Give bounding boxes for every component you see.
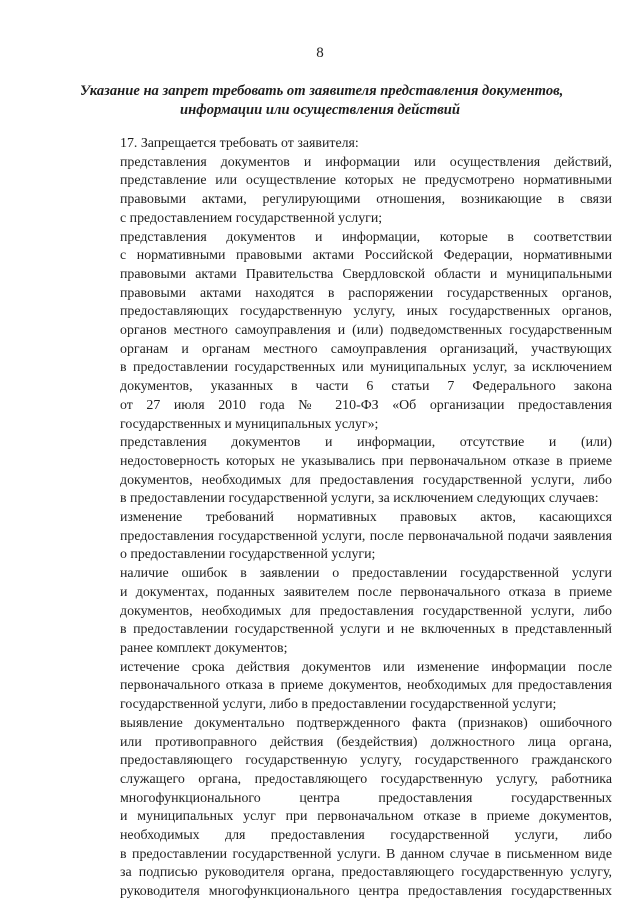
- text-line: за подписью руководителя органа, предоставляющего государственную услугу,: [120, 865, 612, 881]
- text-line: в предоставлении государственной услуги и не включенных в представленный: [120, 622, 612, 638]
- paragraph: [82, 135, 612, 154]
- text-line: с нормативными правовыми актами Российской Федерации, нормативными: [120, 248, 612, 264]
- paragraph: [82, 229, 612, 435]
- text-line: ранее комплект документов;: [120, 640, 288, 656]
- paragraph: [82, 154, 612, 229]
- text-line: 17. Запрещается требовать от заявителя:: [120, 136, 359, 151]
- text-line: в предоставлении государственной услуги, за исключением следующих случаев:: [120, 491, 599, 507]
- text-line: о предоставлении государственной услуги;: [120, 547, 376, 563]
- text-line: изменение требований нормативных правовых актов, касающихся: [120, 510, 612, 526]
- text-line: предоставляющих государственную услугу, иных государственных органов,: [120, 304, 612, 320]
- text-line: от 27 июля 2010 года № 210-ФЗ «Об организации предоставления: [120, 397, 612, 413]
- text-line: представление или осуществление которых не предусмотрено нормативными: [120, 173, 612, 189]
- text-line: документов, необходимых для предоставления государственной услуги, либо: [120, 472, 612, 488]
- text-line: руководителя многофункционального центра предоставления государственных: [120, 884, 612, 900]
- paragraph: [82, 434, 612, 509]
- text-line: представления документов и информации, которые в соответствии: [120, 229, 612, 245]
- text-line: необходимых для предоставления государственной услуги, либо: [120, 828, 612, 844]
- text-line: представления документов и информации, отсутствие и (или): [120, 435, 612, 451]
- text-line: многофункционального центра предоставления государственных: [120, 790, 612, 806]
- text-line: органам и органам местного самоуправления организаций, участвующих: [120, 341, 612, 357]
- text-line: государственных и муниципальных услуг»;: [120, 416, 379, 432]
- text-line: недостоверность которых не указывались при первоначальном отказе в приеме: [120, 453, 612, 469]
- text-line: государственной услуги, либо в предоставлении государственной услуги;: [120, 697, 557, 713]
- text-line: органов местного самоуправления и (или) подведомственных государственным: [120, 323, 612, 339]
- text-line: правовыми актами, регулирующими отношения, возникающие в связи: [120, 192, 612, 208]
- text-line: представления документов и информации или осуществления действий,: [120, 154, 612, 170]
- text-line: документов, необходимых для предоставления государственной услуги, либо: [120, 603, 612, 619]
- text-line: и документах, поданных заявителем после первоначального отказа в приеме: [120, 584, 612, 600]
- text-line: служащего органа, предоставляющего государственную услугу, работника: [120, 771, 612, 787]
- section-heading-line: информации или осуществления действий: [180, 102, 460, 118]
- paragraph: [82, 715, 612, 902]
- text-line: с предоставлением государственной услуги;: [120, 210, 383, 226]
- text-line: предоставления государственной услуги, после первоначальной подачи заявления: [120, 528, 612, 544]
- body-text: [82, 135, 612, 902]
- text-line: в предоставлении государственных или муниципальных услуг, за исключением: [120, 360, 612, 376]
- paragraph: [82, 659, 612, 715]
- text-line: наличие ошибок в заявлении о предоставлении государственной услуги: [120, 566, 612, 582]
- text-line: выявление документально подтвержденного факта (признаков) ошибочного: [120, 715, 612, 731]
- page-number: 8: [316, 45, 324, 61]
- text-line: предоставляющего государственную услугу, государственного гражданского: [120, 753, 612, 769]
- text-line: первоначального отказа в приеме документов, необходимых для предоставления: [120, 678, 612, 694]
- text-line: и муниципальных услуг при первоначальном отказе в приеме документов,: [120, 809, 612, 825]
- text-line: или противоправного действия (бездействия) должностного лица органа,: [120, 734, 612, 750]
- text-line: в предоставлении государственной услуги. В данном случае в письменном виде: [120, 846, 612, 862]
- text-line: правовыми актами находятся в распоряжении государственных органов,: [120, 285, 612, 301]
- section-heading: [80, 82, 564, 120]
- section-heading-line: Указание на запрет требовать от заявителя представления документов,: [80, 83, 564, 99]
- text-line: документов, указанных в части 6 статьи 7 Федерального закона: [120, 379, 612, 395]
- text-line: правовыми актами Правительства Свердловской области и муниципальными: [120, 266, 612, 282]
- paragraph: [82, 509, 612, 565]
- paragraph: [82, 565, 612, 659]
- text-line: истечение срока действия документов или изменение информации после: [120, 659, 612, 675]
